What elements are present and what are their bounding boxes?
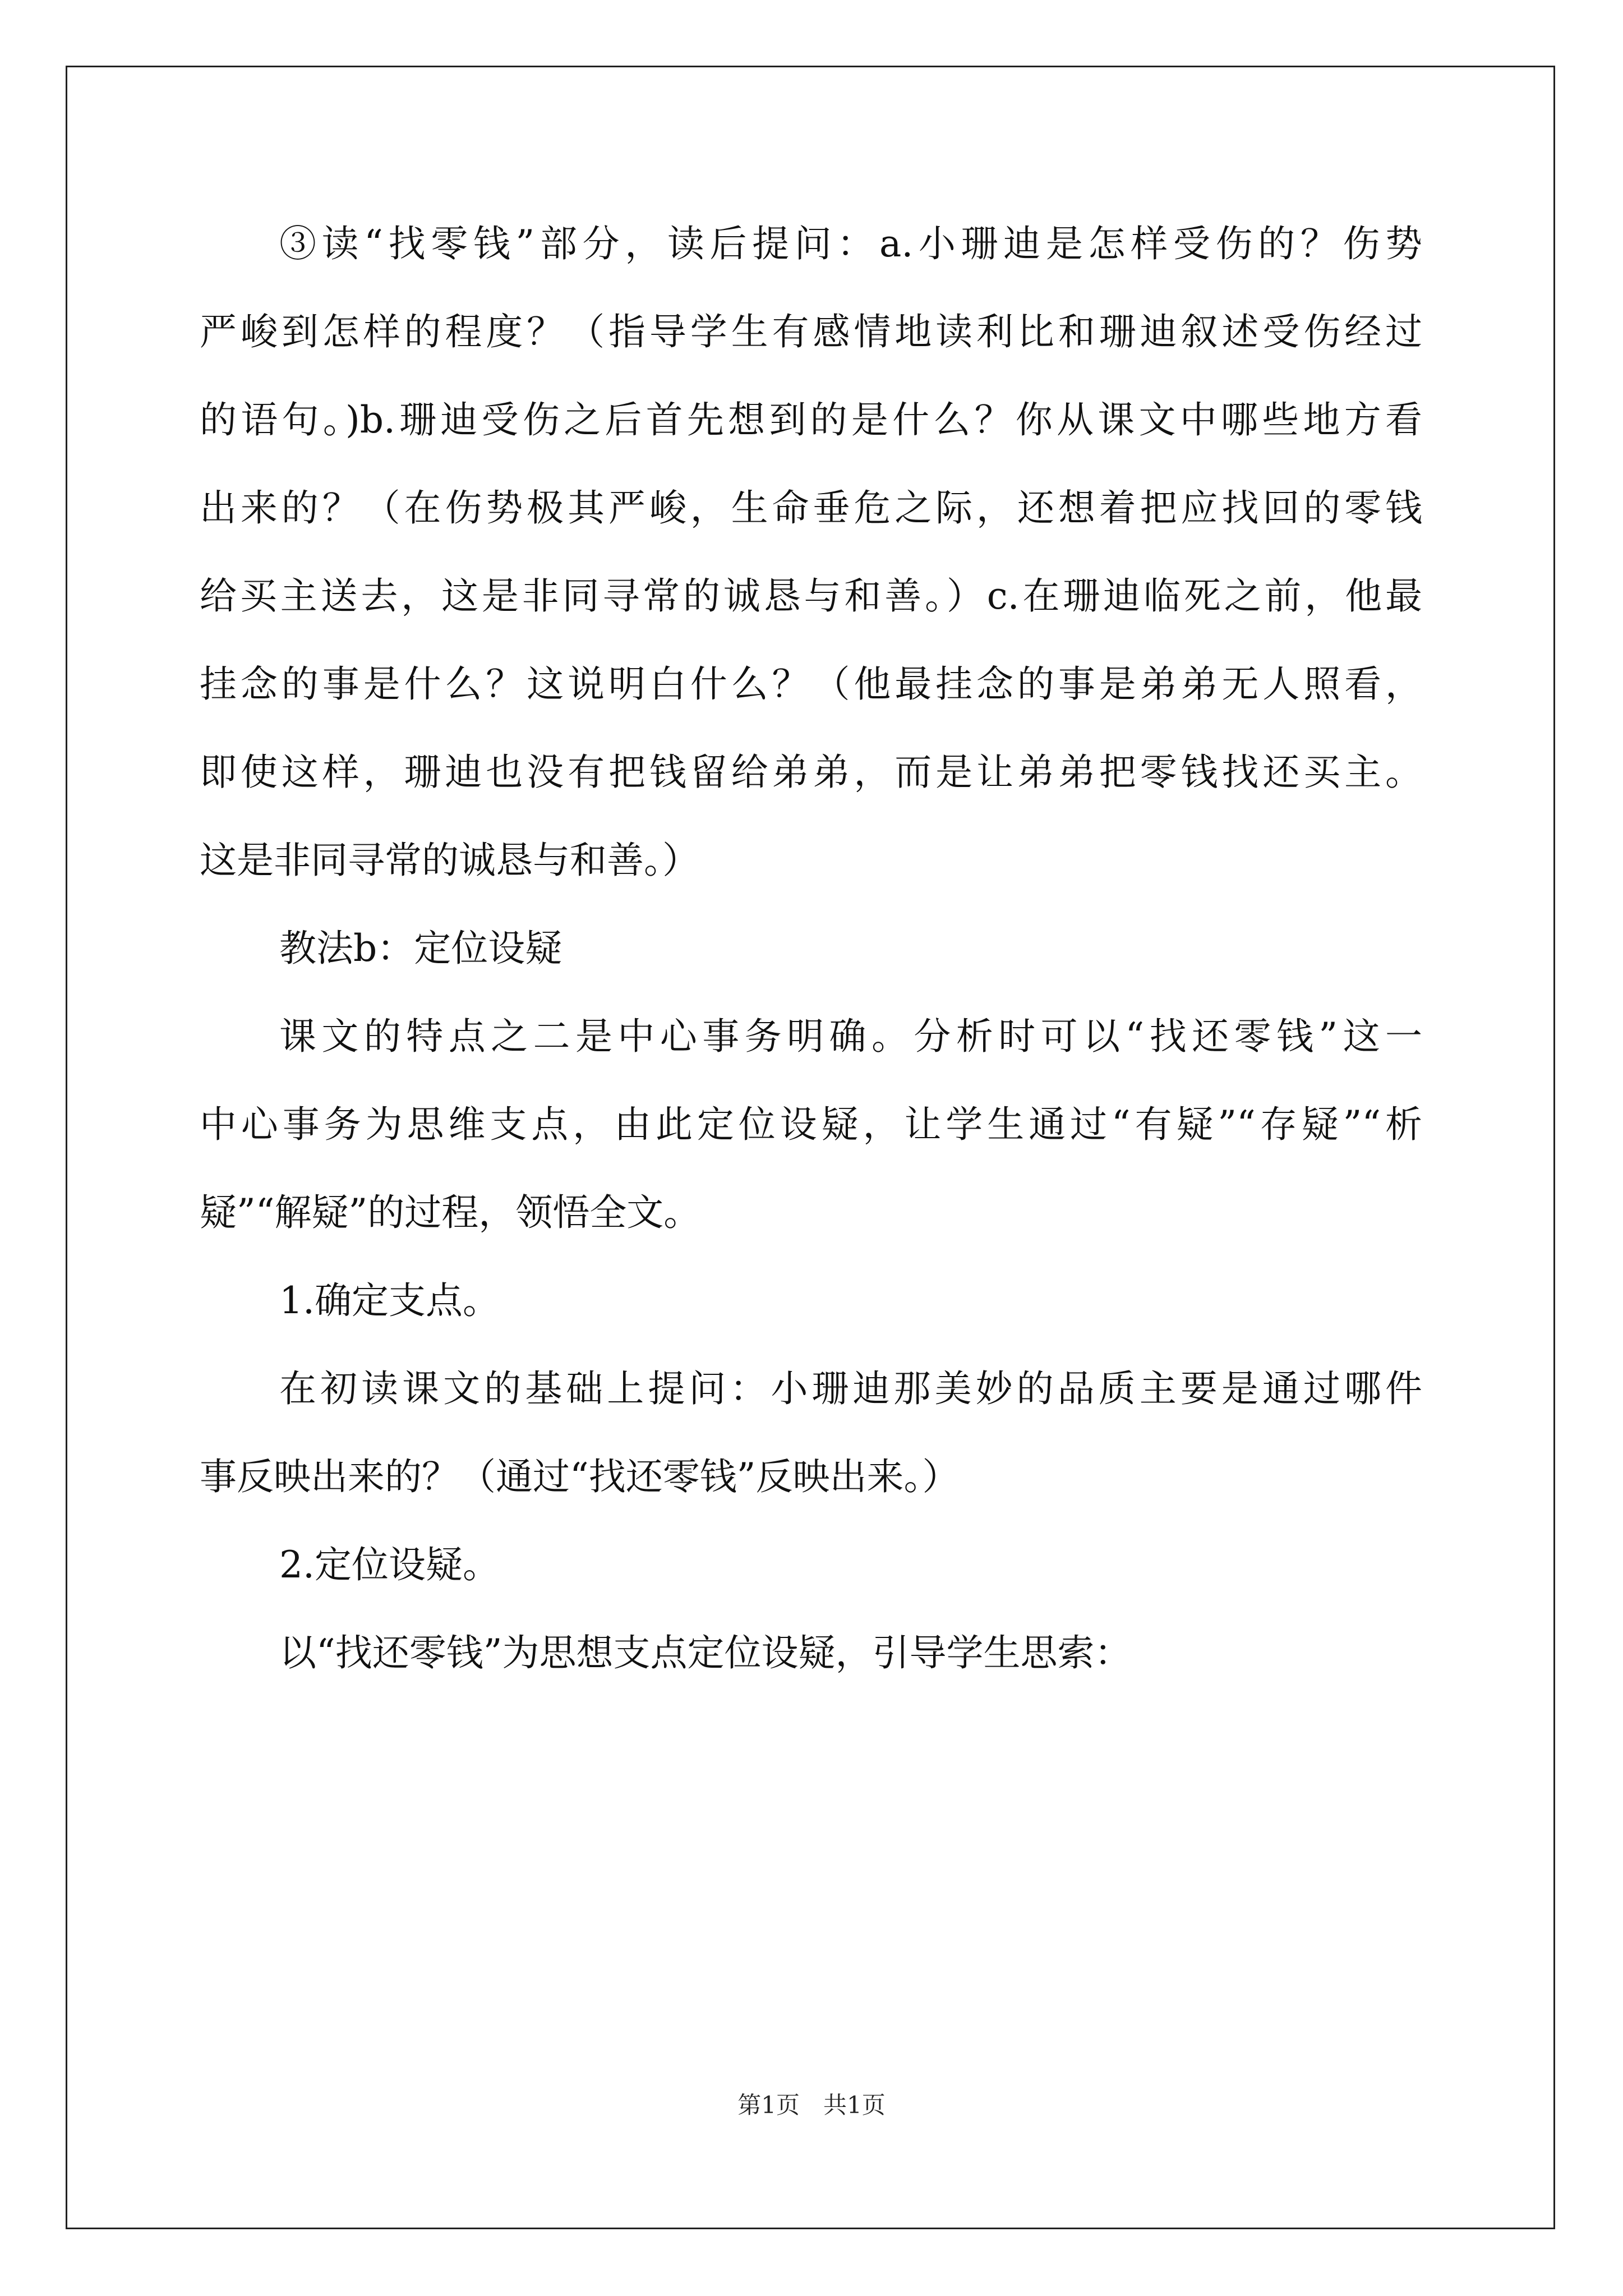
paragraph-line: 出来的？（在伤势极其严峻，生命垂危之际，还想着把应找回的零钱 — [200, 486, 1422, 530]
section-heading: 教法b：定位设疑 — [279, 927, 562, 970]
paragraph-line: 以“找还零钱”为思想支点定位设疑，引导学生思索： — [279, 1631, 1132, 1674]
section-heading: 2.定位设疑。 — [279, 1543, 500, 1586]
paragraph-line: 疑”“解疑”的过程，领悟全文。 — [200, 1191, 701, 1234]
paragraph-line: 的语句。)b.珊迪受伤之后首先想到的是什么？你从课文中哪些地方看 — [200, 398, 1422, 441]
paragraph-line: 这是非同寻常的诚恳与和善。） — [200, 839, 699, 882]
paragraph-line: 中心事务为思维支点，由此定位设疑，让学生通过“有疑”“存疑”“析 — [200, 1103, 1422, 1146]
paragraph-line: 即使这样，珊迪也没有把钱留给弟弟，而是让弟弟把零钱找还买主。 — [200, 751, 1422, 794]
paragraph-line: 课文的特点之二是中心事务明确。分析时可以“找还零钱”这一 — [279, 1015, 1422, 1058]
paragraph-line: 事反映出来的？（通过“找还零钱”反映出来。） — [200, 1455, 960, 1498]
paragraph-line: 给买主送去，这是非同寻常的诚恳与和善。）c.在珊迪临死之前，他最 — [200, 574, 1422, 618]
section-heading: 1.确定支点。 — [279, 1279, 500, 1322]
paragraph-line: 严峻到怎样的程度？（指导学生有感情地读利比和珊迪叙述受伤经过 — [200, 310, 1422, 353]
paragraph-line: 挂念的事是什么？这说明白什么？（他最挂念的事是弟弟无人照看， — [200, 662, 1422, 706]
paragraph-line: ③读“找零钱”部分，读后提问：a.小珊迪是怎样受伤的？伤势 — [279, 222, 1422, 265]
page-footer: 第1页 共1页 — [737, 2091, 886, 2119]
paragraph-line: 在初读课文的基础上提问：小珊迪那美妙的品质主要是通过哪件 — [279, 1367, 1422, 1410]
